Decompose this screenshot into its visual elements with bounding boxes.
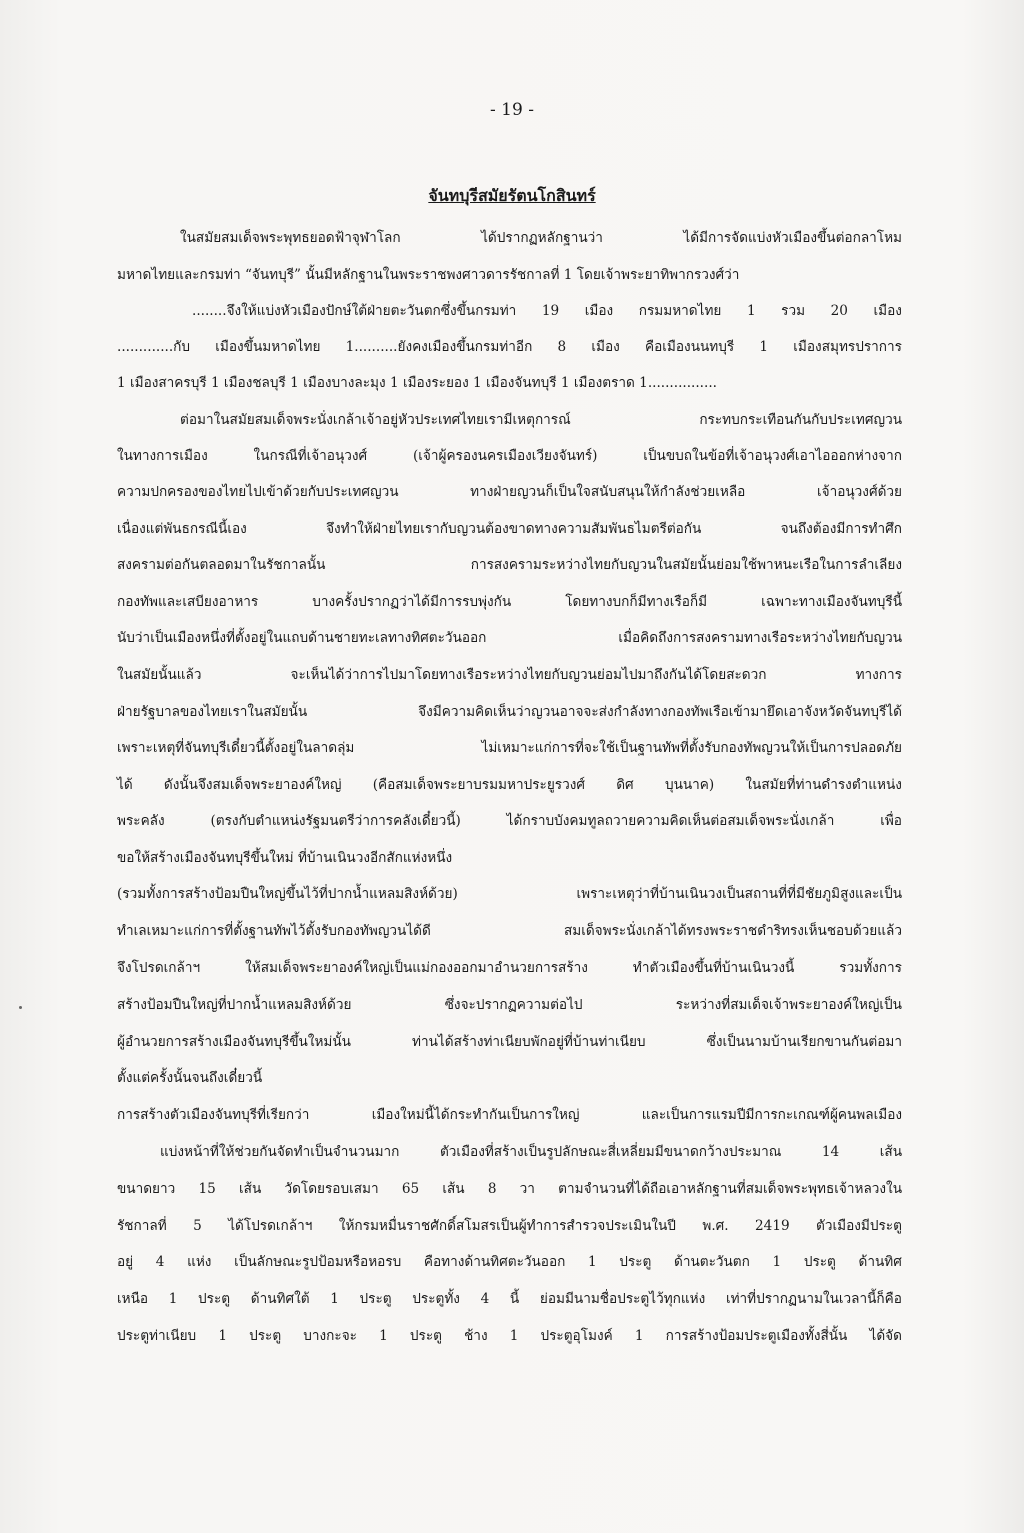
text-line: ฝ่ายรัฐบาลของไทยเราในสมัยนั้น จึงมีความคิดเห็นว่าญวนอาจจะส่งกำลังทางกองทัพเรือเข้ามายึดเอาจังหวัดจันทบุรีได้ <box>117 704 902 720</box>
text-line: จึงโปรดเกล้าฯ ให้สมเด็จพระยาองค์ใหญ่เป็นแม่กองออกมาอำนวยการสร้าง ทำตัวเมืองขึ้นที่บ้านเนินวงนี้ รวมทั้งการ <box>117 960 902 976</box>
text-line: พระคลัง (ตรงกับตำแหน่งรัฐมนตรีว่าการคลังเดี๋ยวนี้) ได้กราบบังคมทูลถวายความคิดเห็นต่อสมเด็จพระนั่งเกล้า เพื่อ <box>117 813 902 829</box>
text-line: เพราะเหตุที่จันทบุรีเดี๋ยวนี้ตั้งอยู่ในลาดลุ่ม ไม่เหมาะแก่การที่จะใช้เป็นฐานทัพที่ตั้งรับกองทัพญวนให้เป็นการปลอดภัย <box>117 740 902 756</box>
text-line: แบ่งหน้าที่ให้ช่วยกันจัดทำเป็นจำนวนมาก ตัวเมืองที่สร้างเป็นรูปลักษณะสี่เหลี่ยมมีขนาดกว้างประมาณ 14 เส้น <box>160 1144 902 1160</box>
text-line: ขอให้สร้างเมืองจันทบุรีขึ้นใหม่ ที่บ้านเนินวงอีกสักแห่งหนึ่ง <box>117 850 453 866</box>
text-line: การสร้างตัวเมืองจันทบุรีที่เรียกว่า เมืองใหม่นี้ได้กระทำกันเป็นการใหญ่ และเป็นการแรมปีมีการกะเกณฑ์ผู้คนพลเมือง <box>117 1107 902 1123</box>
text-line: (รวมทั้งการสร้างป้อมปืนใหญ่ขึ้นไว้ที่ปากน้ำแหลมสิงห์ด้วย) เพราะเหตุว่าที่บ้านเนินวงเป็นสถานที่ที่มีชัยภูมิสูงและเป็น <box>117 886 902 902</box>
text-line: สร้างป้อมปืนใหญ่ที่ปากน้ำแหลมสิงห์ด้วย ซึ่งจะปรากฏความต่อไป ระหว่างที่สมเด็จเจ้าพระยาองค์ใหญ่เป็น <box>117 997 902 1013</box>
text-line: มหาดไทยและกรมท่า “จันทบุรี” นั้นมีหลักฐานในพระราชพงศาวดารรัชกาลที่ 1 โดยเจ้าพระยาทิพากรวงศ์ว่า <box>117 267 740 283</box>
text-line: ........จึงให้แบ่งหัวเมืองปักษ์ใต้ฝ่ายตะวันตกซึ่งขึ้นกรมท่า 19 เมือง กรมมหาดไทย 1 รวม 20 เมือง <box>192 303 902 319</box>
text-line: .............กับ เมืองขึ้นมหาดไทย 1..........ยังคงเมืองขึ้นกรมท่าอีก 8 เมือง คือเมืองนนทบุรี 1 เมืองสมุทรปราการ <box>117 339 902 355</box>
text-line: ความปกครองของไทยไปเข้าด้วยกับประเทศญวน ทางฝ่ายญวนก็เป็นใจสนับสนุนให้กำลังช่วยเหลือ เจ้าอนุวงศ์ด้วย <box>117 484 902 500</box>
text-line: เหนือ 1 ประตู ด้านทิศใต้ 1 ประตู ประตูทั้ง 4 นี้ ย่อมมีนามชื่อประตูไว้ทุกแห่ง เท่าที่ปรากฏนามในเวลานี้ก็คือ <box>117 1291 902 1307</box>
page-number: - 19 - <box>490 100 534 120</box>
text-line: ในทางการเมือง ในกรณีที่เจ้าอนุวงศ์ (เจ้าผู้ครองนครเมืองเวียงจันทร์) เป็นขบถในข้อที่เจ้าอนุวงศ์เอาไอออกห่างจาก <box>117 448 902 464</box>
text-line: นับว่าเป็นเมืองหนึ่งที่ตั้งอยู่ในแถบด้านชายทะเลทางทิศตะวันออก เมื่อคิดถึงการสงครามทางเรือระหว่างไทยกับญวน <box>117 630 902 646</box>
text-line: ประตูท่าเนียบ 1 ประตู บางกะจะ 1 ประตู ช้าง 1 ประตูอุโมงค์ 1 การสร้างป้อมประตูเมืองทั้งสี่นั้น ได้จัด <box>117 1328 902 1344</box>
text-line: ในสมัยนั้นแล้ว จะเห็นได้ว่าการไปมาโดยทางเรือระหว่างไทยกับญวนย่อมไปมาถึงกันได้โดยสะดวก ทางการ <box>117 667 902 683</box>
text-line: สงครามต่อกันตลอดมาในรัชกาลนั้น การสงครามระหว่างไทยกับญวนในสมัยนั้นย่อมใช้พาหนะเรือในการลำเลียง <box>117 557 902 573</box>
text-line: ทำเลเหมาะแก่การที่ตั้งฐานทัพไว้ตั้งรับกองทัพญวนได้ดี สมเด็จพระนั่งเกล้าได้ทรงพระราชดำริทรงเห็นชอบด้วยแล้ว <box>117 923 902 939</box>
margin-mark <box>19 1006 22 1009</box>
text-line: 1 เมืองสาครบุรี 1 เมืองชลบุรี 1 เมืองบางละมุง 1 เมืองระยอง 1 เมืองจันทบุรี 1 เมืองตราด 1................ <box>117 375 717 391</box>
text-line: กองทัพและเสบียงอาหาร บางครั้งปรากฏว่าได้มีการรบพุ่งกัน โดยทางบกก็มีทางเรือก็มี เฉพาะทางเมืองจันทบุรีนี้ <box>117 594 902 610</box>
text-line: ผู้อำนวยการสร้างเมืองจันทบุรีขึ้นใหม่นั้น ท่านได้สร้างท่าเนียบพักอยู่ที่บ้านท่าเนียบ ซึ่งเป็นนามบ้านเรียกขานกันต่อมา <box>117 1034 902 1050</box>
text-line: เนื่องแต่พันธกรณีนี้เอง จึงทำให้ฝ่ายไทยเรากับญวนต้องขาดทางความสัมพันธไมตรีต่อกัน จนถึงต้องมีการทำศึก <box>117 521 902 537</box>
text-line: ต่อมาในสมัยสมเด็จพระนั่งเกล้าเจ้าอยู่หัวประเทศไทยเรามีเหตุการณ์ กระทบกระเทือนกันกับประเทศญวน <box>180 412 902 428</box>
section-title: จันทบุรีสมัยรัตนโกสินทร์ <box>428 186 596 205</box>
text-line: ในสมัยสมเด็จพระพุทธยอดฟ้าจุฬาโลก ได้ปรากฏหลักฐานว่า ได้มีการจัดแบ่งหัวเมืองขึ้นต่อกลาโหม <box>180 230 902 246</box>
text-line: ได้ ดังนั้นจึงสมเด็จพระยาองค์ใหญ่ (คือสมเด็จพระยาบรมมหาประยูรวงศ์ ดิศ บุนนาค) ในสมัยที่ท่านดำรงตำแหน่ง <box>117 777 902 793</box>
text-line: รัชกาลที่ 5 ได้โปรดเกล้าฯ ให้กรมหมื่นราชศักดิ์สโมสรเป็นผู้ทำการสำรวจประเมินในปี พ.ศ. 2419 ตัวเมืองมีประตู <box>117 1218 902 1234</box>
text-line: อยู่ 4 แห่ง เป็นลักษณะรูปป้อมหรือหอรบ คือทางด้านทิศตะวันออก 1 ประตู ด้านตะวันตก 1 ประตู ด้านทิศ <box>117 1254 902 1270</box>
text-line: ขนาดยาว 15 เส้น วัดโดยรอบเสมา 65 เส้น 8 วา ตามจำนวนที่ได้ถือเอาหลักฐานที่สมเด็จพระพุทธเจ้าหลวงใน <box>117 1181 902 1197</box>
text-line: ตั้งแต่ครั้งนั้นจนถึงเดี๋ยวนี้ <box>117 1070 263 1086</box>
